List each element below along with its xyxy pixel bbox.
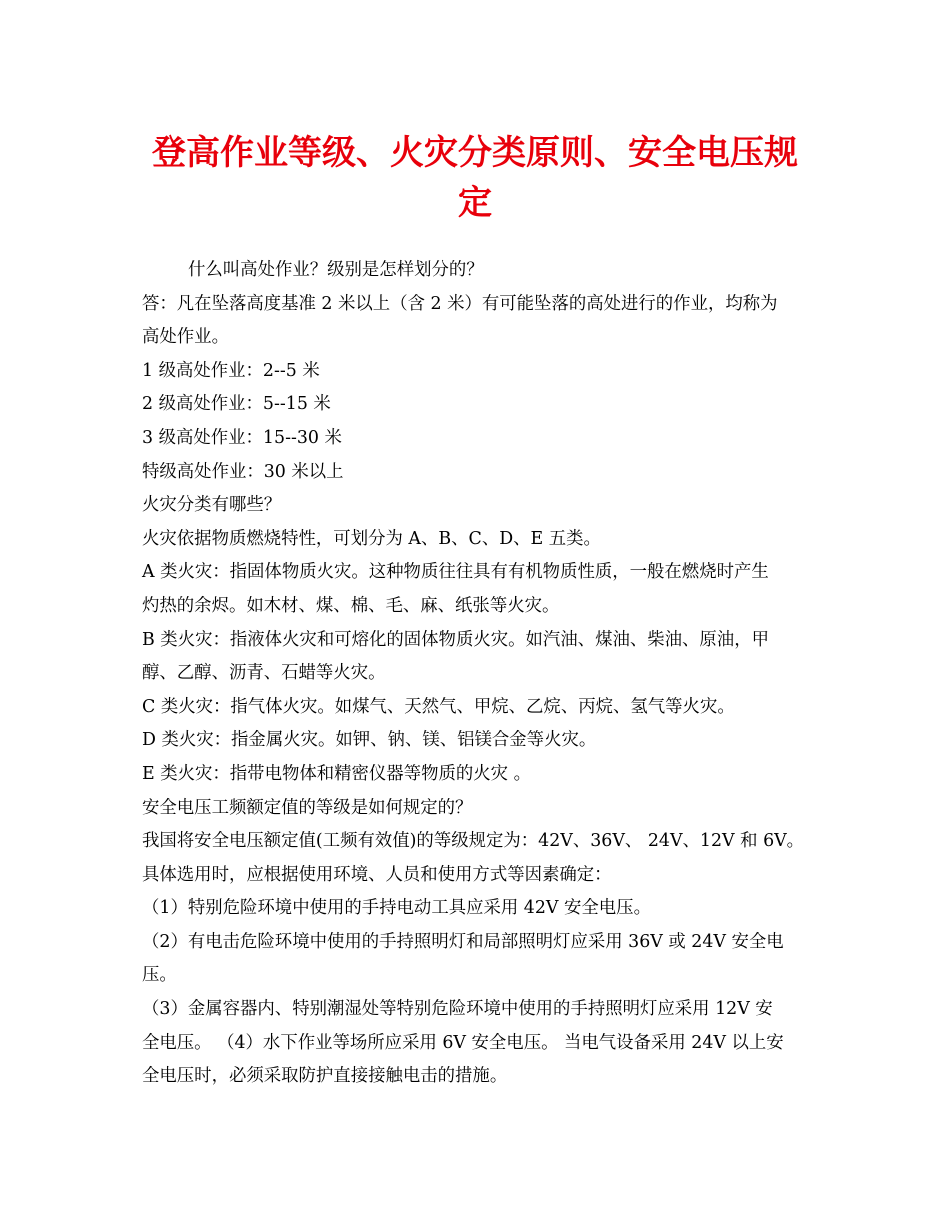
list-item: 压。 <box>142 965 177 986</box>
document-title <box>130 128 820 228</box>
paragraph-line: 答：凡在坠落高度基准 2 米以上（含 2 米）有可能坠落的高处进行的作业，均称为 <box>142 293 778 314</box>
paragraph-line: B 类火灾：指液体火灾和可熔化的固体物质火灾。如汽油、煤油、柴油、原油，甲 <box>142 629 769 650</box>
paragraph-line: E 类火灾：指带电物体和精密仪器等物质的火灾 。 <box>142 763 531 784</box>
list-item: （2）有电击危险环境中使用的手持照明灯和局部照明灯应采用 36V 或 24V 安全电 <box>142 931 784 952</box>
list-item: （1）特别危险环境中使用的手持电动工具应采用 42V 安全电压。 <box>142 898 651 919</box>
paragraph-line: A 类火灾：指固体物质火灾。这种物质往往具有有机物质性质，一般在燃烧时产生 <box>142 562 769 583</box>
list-item: 全电压。 （4）水下作业等场所应采用 6V 安全电压。 当电气设备采用 24V 以上安 <box>142 1032 784 1053</box>
list-item: （3）金属容器内、特别潮湿处等特别危险环境中使用的手持照明灯应采用 12V 安 <box>142 999 773 1020</box>
list-item: 2 级高处作业：5--15 米 <box>142 394 331 415</box>
question-heading: 什么叫高处作业？级别是怎样划分的？ <box>188 260 484 280</box>
list-item: 3 级高处作业：15--30 米 <box>142 427 342 448</box>
question-heading: 安全电压工频额定值的等级是如何规定的？ <box>142 797 473 818</box>
paragraph-line: 火灾依据物质燃烧特性，可划分为 A、B、C、D、E 五类。 <box>142 528 601 549</box>
list-item: 全电压时，必须采取防护直接接触电击的措施。 <box>142 1066 508 1087</box>
paragraph-line: C 类火灾：指气体火灾。如煤气、天然气、甲烷、乙烷、丙烷、氢气等火灾。 <box>142 696 735 717</box>
question-heading: 火灾分类有哪些？ <box>142 495 282 516</box>
paragraph-line: 灼热的余烬。如木材、煤、棉、毛、麻、纸张等火灾。 <box>142 595 560 616</box>
list-item: 特级高处作业：30 米以上 <box>142 461 344 482</box>
paragraph-line: D 类火灾：指金属火灾。如钾、钠、镁、铝镁合金等火灾。 <box>142 730 597 751</box>
title-line-2: 定 <box>458 183 492 223</box>
title-line-1: 登高作业等级、火灾分类原则、安全电压规 <box>152 133 798 173</box>
paragraph-line: 醇、乙醇、沥青、石蜡等火灾。 <box>142 663 386 684</box>
paragraph-line: 具体选用时，应根据使用环境、人员和使用方式等因素确定： <box>142 864 612 885</box>
document-body <box>142 254 814 1094</box>
paragraph-line: 高处作业。 <box>142 327 229 348</box>
paragraph-line: 我国将安全电压额定值(工频有效值)的等级规定为：42V、36V、 24V、12V 和 6V。 <box>142 831 805 852</box>
list-item: 1 级高处作业：2--5 米 <box>142 360 320 381</box>
